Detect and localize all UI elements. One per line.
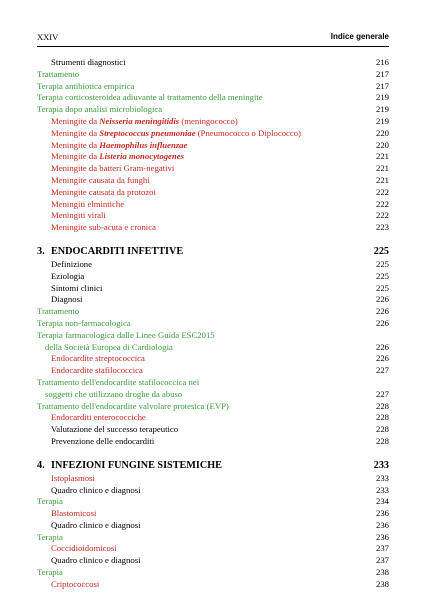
toc-page-number: 220 [375,139,389,150]
organism-name: Streptococcus pneumoniae [99,127,196,138]
toc-page-number: 222 [375,186,389,197]
section-number: 3. [37,245,45,257]
toc-section-heading [37,245,389,259]
page-header [37,32,389,47]
toc-entry-title: Trattamento [37,306,80,317]
toc-page-number: 226 [375,306,389,317]
toc-entry-title: Terapia antibiotica empirica [37,80,135,91]
running-title: Indice generale [330,32,389,41]
toc-page-number: 233 [373,459,389,471]
toc-entry-title: Endocardite stafilococcica [51,365,143,376]
toc-entry-title: Meningite da Neisseria meningitidis (meningococco) [51,115,238,126]
toc-entry-title: Meningite causata da protozoi [51,186,156,197]
toc-page-number: 216 [375,57,389,67]
toc-entry-title: Istoplasmosi [51,472,95,483]
toc-entry [37,555,389,567]
toc-entry [37,485,389,497]
toc-page-number: 226 [375,317,389,328]
toc-page-number: 221 [375,174,389,185]
toc-entry [37,318,389,330]
toc-entry [37,377,389,389]
toc-entry-title: Prevenzione delle endocarditi [51,435,155,446]
toc-entry-title: Meningite da Listeria monocytogenes [51,151,184,162]
toc-entry-title: Terapia dopo analisi microbiologica [37,104,163,115]
toc-entry-title: Definizione [51,258,93,269]
toc-entry-title: Blastomicosi [51,508,97,519]
toc-page-number: 236 [375,519,389,530]
toc-page-number: 221 [375,163,389,174]
toc-page-number: 225 [375,270,389,281]
toc-entry [37,187,389,199]
toc-page-number: 237 [375,543,389,554]
toc-entry [37,473,389,485]
toc-entry [37,365,389,377]
toc-page-number: 228 [375,412,389,423]
toc-entry [37,140,389,152]
toc-entry [37,353,389,365]
toc-page-number: 236 [375,508,389,519]
toc-entry-title: Sintomi clinici [51,282,103,293]
toc-entry-title: Coccidioidomicosi [51,543,117,554]
toc-entry [37,283,389,295]
toc-page-number: 237 [375,555,389,566]
toc-page-number: 226 [375,294,389,305]
toc-entry [37,330,389,342]
toc-spacer [37,448,389,459]
toc-entry-title: Terapia [37,531,63,542]
toc-page-number: 233 [375,472,389,483]
toc-entry [37,306,389,318]
toc-entry-title: Quadro clinico e diagnosi [51,484,141,495]
organism-name: Neisseria meningitidis [99,115,180,126]
toc-entry [37,116,389,128]
toc-entry-title: Quadro clinico e diagnosi [51,519,141,530]
toc-entry-title: Eziologia [51,270,85,281]
toc-entry-title: Trattamento dell'endocardite stafilococcica nei [37,376,200,387]
toc-page-number: 225 [375,258,389,269]
toc-entry-title: ENDOCARDITI INFETTIVE [51,245,184,257]
toc-page-number: 219 [375,104,389,115]
toc-entry [37,57,389,69]
toc-page-number: 238 [375,578,389,589]
toc-entry-title: Terapia corticosteroidea adiuvante al trattamento della meningite [37,92,263,103]
toc-entry [37,389,389,401]
toc-entry-title: Valutazione del successo terapeutico [51,424,179,435]
toc-entry [37,92,389,104]
toc-entry [37,151,389,163]
toc-entry [37,222,389,234]
toc-entry [37,543,389,555]
toc-entry [37,81,389,93]
toc-entry [37,532,389,544]
table-of-contents [37,57,389,591]
toc-page-number: 221 [375,151,389,162]
toc-page-number: 219 [375,92,389,103]
toc-page-number: 217 [375,80,389,91]
toc-page-number: 234 [375,496,389,507]
toc-entry [37,520,389,532]
toc-entry [37,271,389,283]
toc-page-number: 225 [373,245,389,257]
toc-entry-title: della Società Europea di Cardiologia [45,341,173,352]
toc-spacer [37,234,389,245]
toc-page-number: 219 [375,115,389,126]
toc-entry-title: Criptococcosi [51,578,100,589]
toc-entry-title: Meningite causata da funghi [51,174,150,185]
organism-name: Listeria monocytogenes [99,151,184,162]
toc-entry-title: Meningite da Haemophilus influenzae [51,139,188,150]
toc-entry [37,342,389,354]
toc-entry-title: Meningite da Streptococcus pneumoniae (Pneumococco o Diplococco) [51,127,301,138]
toc-entry-title: INFEZIONI FUNGINE SISTEMICHE [51,459,222,471]
toc-entry [37,579,389,591]
toc-page-number: 236 [375,531,389,542]
organism-name: Haemophilus influenzae [99,139,188,150]
toc-entry [37,412,389,424]
toc-page-number: 227 [375,388,389,399]
toc-entry-title: Meningiti elmintiche [51,198,125,209]
toc-entry-title: Terapia non-farmacologica [37,317,131,328]
toc-page-number: 227 [375,365,389,376]
toc-entry-title: Meningiti virali [51,210,106,221]
toc-page-number: 222 [375,198,389,209]
toc-entry [37,508,389,520]
toc-entry-title: Endocarditi enterococciche [51,412,146,423]
toc-entry [37,199,389,211]
toc-entry [37,128,389,140]
toc-entry [37,496,389,508]
toc-page-number: 238 [375,567,389,578]
toc-entry-title: Terapia [37,496,63,507]
toc-entry [37,163,389,175]
toc-entry-title: Meningite da batteri Gram-negativi [51,163,175,174]
toc-page-number: 220 [375,127,389,138]
toc-page-number: 226 [375,341,389,352]
toc-page-number: 226 [375,353,389,364]
toc-entry [37,69,389,81]
toc-entry-title: Quadro clinico e diagnosi [51,555,141,566]
toc-entry [37,175,389,187]
toc-entry-title: Trattamento [37,68,80,79]
toc-page-number: 223 [375,222,389,233]
toc-entry-title: Terapia [37,567,63,578]
toc-entry [37,104,389,116]
toc-page-number: 222 [375,210,389,221]
toc-page-number: 217 [375,68,389,79]
toc-section-heading [37,459,389,473]
toc-entry-title: Strumenti diagnostici [51,57,126,67]
toc-entry-title: Terapia farmacologica dalle Linee Guida ESC2015 [37,329,215,340]
toc-page-number: 228 [375,435,389,446]
toc-entry-title: Meningite sub-acuta e cronica [51,222,156,233]
toc-entry [37,259,389,271]
toc-page-number: 225 [375,282,389,293]
toc-entry [37,401,389,413]
toc-entry-title: soggetti che utilizzano droghe da abuso [45,388,183,399]
toc-entry [37,210,389,222]
section-number: 4. [37,459,45,471]
toc-entry [37,436,389,448]
toc-page-number: 228 [375,424,389,435]
toc-entry-title: Trattamento dell'endocardite valvolare protesica (EVP) [37,400,229,411]
toc-entry-title: Endocardite streptococcica [51,353,145,364]
toc-entry [37,567,389,579]
toc-entry [37,294,389,306]
toc-page-number: 228 [375,400,389,411]
page-number: XXIV [37,32,59,42]
toc-entry-title: Diagnosi [51,294,83,305]
toc-entry [37,424,389,436]
toc-page-number: 233 [375,484,389,495]
